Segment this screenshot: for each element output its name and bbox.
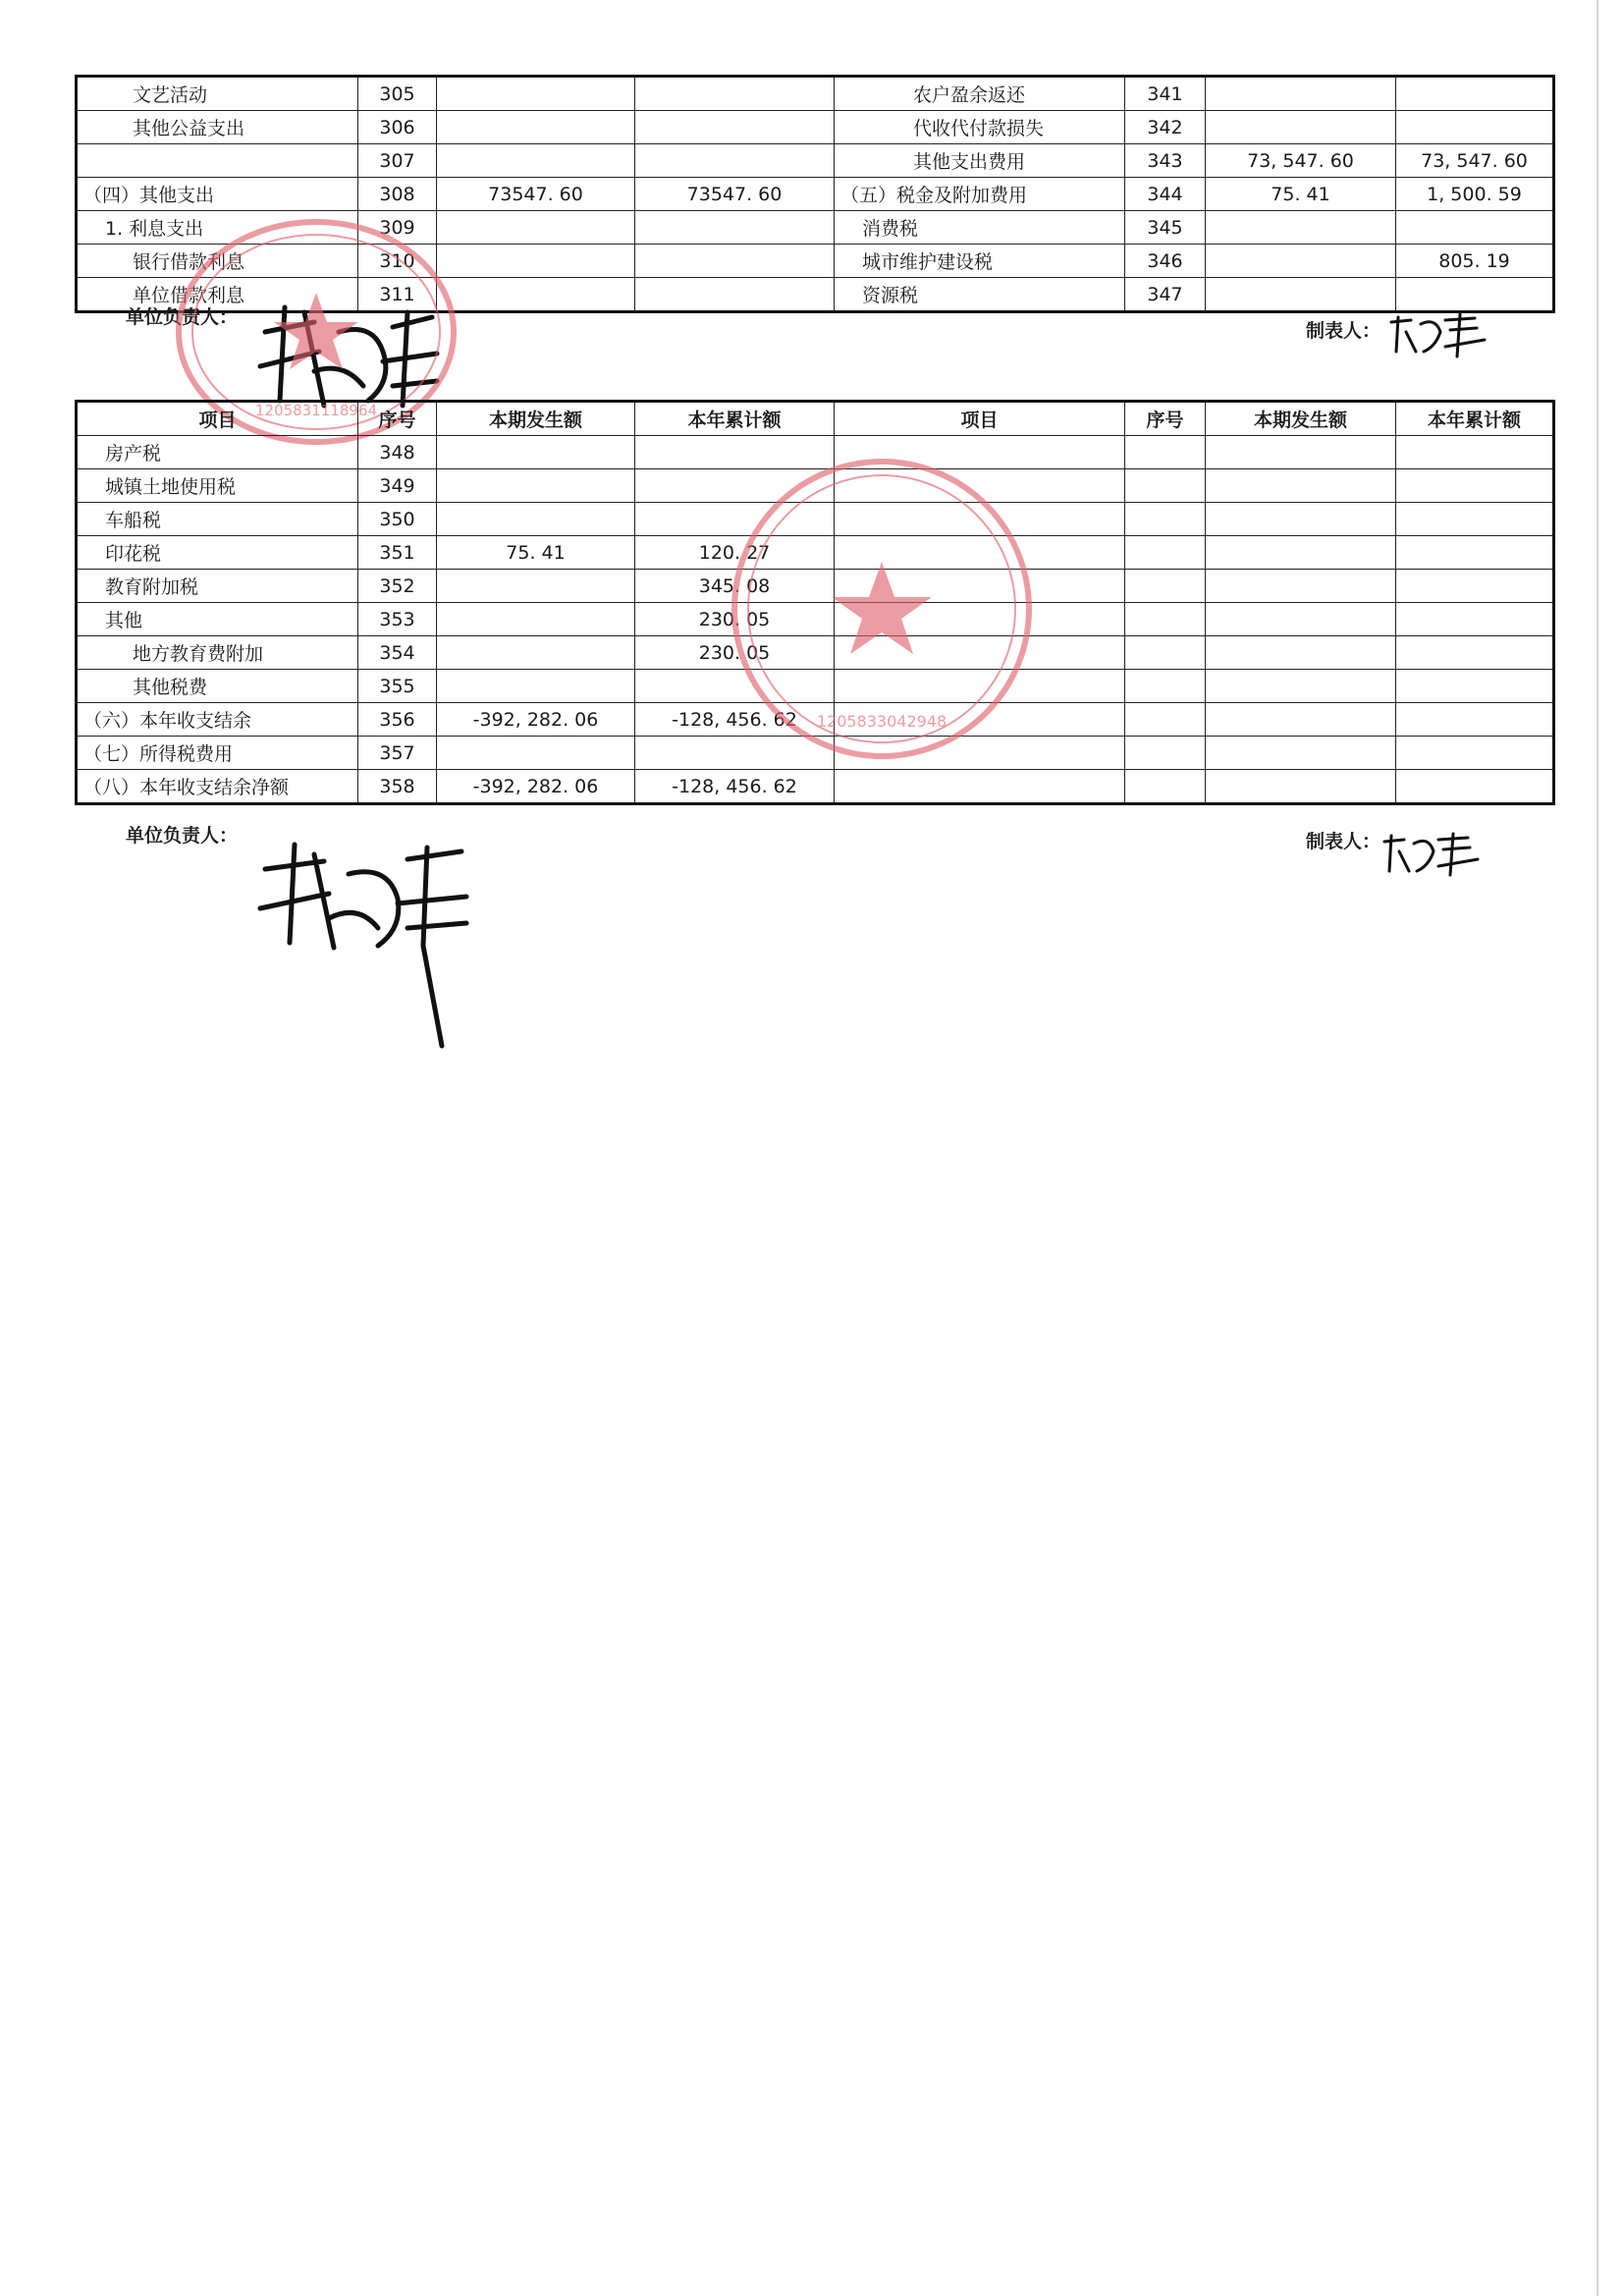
- cell-empty: [1396, 469, 1554, 503]
- col-header-current: 本期发生额: [437, 402, 635, 436]
- preparer-label-1: 制表人：: [1306, 320, 1381, 342]
- cell-empty: [835, 636, 1125, 670]
- cell-right-ytd: [1396, 111, 1554, 144]
- cell-ytd: [635, 469, 835, 503]
- cell-item: 城镇土地使用税: [77, 469, 358, 503]
- cell-empty: [1206, 436, 1396, 469]
- table-row: [77, 245, 1554, 278]
- cell-current: [437, 603, 635, 636]
- cell-right-no: 343: [1125, 144, 1206, 178]
- table-header-row: [77, 402, 1554, 436]
- table-row: [77, 503, 1554, 536]
- cell-empty: [1125, 737, 1206, 770]
- cell-empty: [1206, 703, 1396, 737]
- cell-left-ytd: [635, 245, 835, 278]
- cell-right-ytd: 805. 19: [1396, 245, 1554, 278]
- cell-item: 其他税费: [77, 670, 358, 703]
- svg-text:1205831118964: 1205831118964: [254, 402, 378, 419]
- table-row: [77, 670, 1554, 703]
- cell-current: -392, 282. 06: [437, 703, 635, 737]
- col-header-item: 项目: [77, 402, 358, 436]
- unit-head-label-1: 单位负责人：: [126, 306, 239, 328]
- cell-current: [437, 737, 635, 770]
- cell-right-current: [1206, 245, 1396, 278]
- table-row: [77, 603, 1554, 636]
- cell-current: [437, 436, 635, 469]
- page-edge: [1597, 0, 1598, 2296]
- unit-head-signature-2: [250, 830, 476, 1056]
- table-row: [77, 636, 1554, 670]
- cell-empty: [1125, 436, 1206, 469]
- cell-ytd: [635, 503, 835, 536]
- col-header-no-2: 序号: [1125, 402, 1206, 436]
- cell-empty: [1125, 636, 1206, 670]
- table-row: [77, 178, 1554, 211]
- cell-ytd: [635, 670, 835, 703]
- cell-empty: [1125, 670, 1206, 703]
- cell-left-current: [437, 111, 635, 144]
- cell-no: 350: [358, 503, 437, 536]
- cell-right-item: 其他支出费用: [835, 144, 1125, 178]
- col-header-current-2: 本期发生额: [1206, 402, 1396, 436]
- cell-current: [437, 570, 635, 603]
- cell-left-current: [437, 77, 635, 111]
- cell-left-current: [437, 278, 635, 312]
- cell-right-item: 资源税: [835, 278, 1125, 312]
- cell-empty: [1396, 503, 1554, 536]
- cell-current: 75. 41: [437, 536, 635, 570]
- cell-empty: [1206, 469, 1396, 503]
- cell-empty: [835, 770, 1125, 804]
- cell-ytd: -128, 456. 62: [635, 703, 835, 737]
- cell-current: -392, 282. 06: [437, 770, 635, 804]
- table-row: [77, 436, 1554, 469]
- cell-empty: [1125, 570, 1206, 603]
- cell-item: （七）所得税费用: [77, 737, 358, 770]
- cell-empty: [1396, 603, 1554, 636]
- cell-left-ytd: [635, 111, 835, 144]
- cell-ytd: -128, 456. 62: [635, 770, 835, 804]
- cell-empty: [1125, 703, 1206, 737]
- cell-empty: [835, 503, 1125, 536]
- table-row: [77, 77, 1554, 111]
- col-header-no: 序号: [358, 402, 437, 436]
- cell-right-no: 347: [1125, 278, 1206, 312]
- cell-item: 车船税: [77, 503, 358, 536]
- cell-left-item: [77, 144, 358, 178]
- cell-no: 351: [358, 536, 437, 570]
- tax-summary-table: [75, 400, 1555, 805]
- cell-empty: [835, 703, 1125, 737]
- cell-right-no: 346: [1125, 245, 1206, 278]
- cell-left-ytd: [635, 211, 835, 245]
- table-row: [77, 703, 1554, 737]
- cell-empty: [1125, 603, 1206, 636]
- cell-empty: [1125, 770, 1206, 804]
- cell-left-current: [437, 211, 635, 245]
- table-row: [77, 211, 1554, 245]
- cell-left-item: 银行借款利息: [77, 245, 358, 278]
- cell-no: 348: [358, 436, 437, 469]
- cell-left-no: 306: [358, 111, 437, 144]
- cell-empty: [1396, 670, 1554, 703]
- expense-table-top: [75, 75, 1555, 313]
- col-header-item-2: 项目: [835, 402, 1125, 436]
- cell-no: 354: [358, 636, 437, 670]
- table-row: [77, 111, 1554, 144]
- svg-text:1205833042948: 1205833042948: [816, 712, 947, 731]
- cell-left-item: 文艺活动: [77, 77, 358, 111]
- table-row: [77, 770, 1554, 804]
- cell-left-no: 307: [358, 144, 437, 178]
- preparer-signature-1: [1386, 312, 1494, 361]
- cell-empty: [835, 670, 1125, 703]
- cell-item: 其他: [77, 603, 358, 636]
- cell-left-ytd: [635, 144, 835, 178]
- cell-empty: [1206, 737, 1396, 770]
- cell-item: 地方教育费附加: [77, 636, 358, 670]
- cell-right-no: 342: [1125, 111, 1206, 144]
- preparer-label-2: 制表人：: [1306, 831, 1381, 852]
- cell-item: （八）本年收支结余净额: [77, 770, 358, 804]
- cell-item: （六）本年收支结余: [77, 703, 358, 737]
- cell-empty: [835, 436, 1125, 469]
- cell-no: 352: [358, 570, 437, 603]
- cell-right-no: 341: [1125, 77, 1206, 111]
- cell-empty: [1206, 603, 1396, 636]
- cell-empty: [1396, 436, 1554, 469]
- cell-left-no: 305: [358, 77, 437, 111]
- cell-left-current: 73547. 60: [437, 178, 635, 211]
- cell-empty: [1206, 636, 1396, 670]
- table-row: [77, 469, 1554, 503]
- cell-right-item: （五）税金及附加费用: [835, 178, 1125, 211]
- cell-left-current: [437, 144, 635, 178]
- cell-right-ytd: 73, 547. 60: [1396, 144, 1554, 178]
- cell-empty: [1396, 536, 1554, 570]
- cell-no: 349: [358, 469, 437, 503]
- cell-right-ytd: [1396, 278, 1554, 312]
- cell-item: 印花税: [77, 536, 358, 570]
- cell-ytd: 230. 05: [635, 636, 835, 670]
- cell-current: [437, 636, 635, 670]
- cell-right-current: [1206, 111, 1396, 144]
- unit-head-label-2: 单位负责人：: [126, 825, 239, 847]
- cell-empty: [835, 570, 1125, 603]
- cell-right-ytd: 1, 500. 59: [1396, 178, 1554, 211]
- cell-no: 358: [358, 770, 437, 804]
- cell-right-ytd: [1396, 77, 1554, 111]
- cell-current: [437, 503, 635, 536]
- cell-no: 356: [358, 703, 437, 737]
- cell-left-item: 其他公益支出: [77, 111, 358, 144]
- cell-left-current: [437, 245, 635, 278]
- cell-empty: [1206, 770, 1396, 804]
- cell-empty: [835, 536, 1125, 570]
- cell-empty: [835, 603, 1125, 636]
- cell-right-no: 344: [1125, 178, 1206, 211]
- table-row: [77, 536, 1554, 570]
- cell-right-current: 73, 547. 60: [1206, 144, 1396, 178]
- cell-right-no: 345: [1125, 211, 1206, 245]
- cell-left-ytd: [635, 278, 835, 312]
- cell-right-item: 农户盈余返还: [835, 77, 1125, 111]
- cell-empty: [1125, 503, 1206, 536]
- cell-empty: [1125, 469, 1206, 503]
- cell-ytd: [635, 737, 835, 770]
- preparer-signature-2: [1380, 830, 1488, 879]
- cell-ytd: 120. 27: [635, 536, 835, 570]
- cell-ytd: [635, 436, 835, 469]
- cell-right-item: 城市维护建设税: [835, 245, 1125, 278]
- table-row: [77, 737, 1554, 770]
- cell-right-item: 代收代付款损失: [835, 111, 1125, 144]
- cell-left-item: 1. 利息支出: [77, 211, 358, 245]
- cell-left-no: 311: [358, 278, 437, 312]
- cell-empty: [1206, 536, 1396, 570]
- cell-left-no: 309: [358, 211, 437, 245]
- cell-current: [437, 670, 635, 703]
- cell-left-item: 单位借款利息: [77, 278, 358, 312]
- cell-ytd: 345. 08: [635, 570, 835, 603]
- cell-empty: [1206, 503, 1396, 536]
- table-row: [77, 144, 1554, 178]
- cell-right-current: [1206, 211, 1396, 245]
- cell-left-ytd: [635, 77, 835, 111]
- cell-item: 房产税: [77, 436, 358, 469]
- cell-ytd: 230. 05: [635, 603, 835, 636]
- cell-empty: [1396, 570, 1554, 603]
- cell-right-current: 75. 41: [1206, 178, 1396, 211]
- cell-empty: [1206, 570, 1396, 603]
- cell-no: 355: [358, 670, 437, 703]
- cell-empty: [1125, 536, 1206, 570]
- cell-empty: [835, 737, 1125, 770]
- cell-item: 教育附加税: [77, 570, 358, 603]
- cell-left-item: （四）其他支出: [77, 178, 358, 211]
- cell-right-current: [1206, 278, 1396, 312]
- cell-no: 357: [358, 737, 437, 770]
- cell-right-item: 消费税: [835, 211, 1125, 245]
- cell-empty: [1396, 636, 1554, 670]
- cell-empty: [1396, 703, 1554, 737]
- cell-empty: [835, 469, 1125, 503]
- cell-empty: [1396, 770, 1554, 804]
- col-header-ytd: 本年累计额: [635, 402, 835, 436]
- col-header-ytd-2: 本年累计额: [1396, 402, 1554, 436]
- cell-left-no: 310: [358, 245, 437, 278]
- cell-empty: [1396, 737, 1554, 770]
- cell-right-ytd: [1396, 211, 1554, 245]
- cell-left-no: 308: [358, 178, 437, 211]
- table-row: [77, 570, 1554, 603]
- cell-current: [437, 469, 635, 503]
- cell-left-ytd: 73547. 60: [635, 178, 835, 211]
- cell-no: 353: [358, 603, 437, 636]
- cell-empty: [1206, 670, 1396, 703]
- cell-right-current: [1206, 77, 1396, 111]
